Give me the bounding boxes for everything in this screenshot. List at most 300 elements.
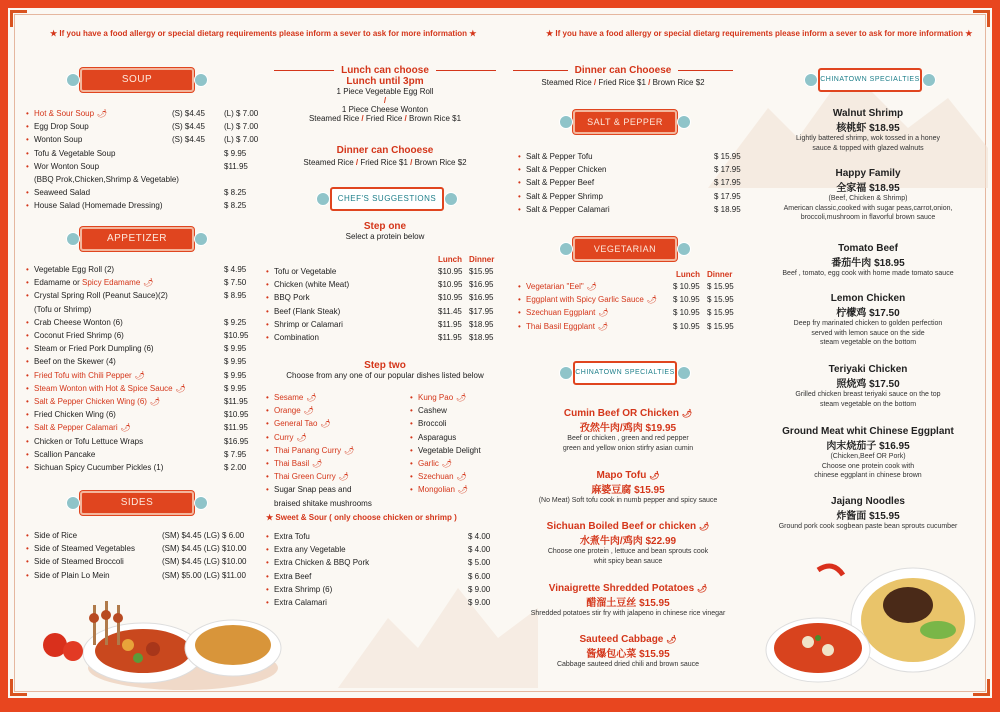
- dish-chinese-name-price: 水煮牛肉/鸡肉 $22.99: [579, 536, 677, 547]
- bullet-icon: •: [26, 383, 29, 393]
- bullet-icon: •: [26, 161, 29, 171]
- specialty-dish: [513, 408, 743, 453]
- item-name-highlight: Spicy Edamame: [82, 278, 141, 288]
- sep: /: [407, 158, 415, 167]
- item-name: Beef on the Skewer (4): [34, 357, 116, 367]
- menu-item: [266, 570, 491, 583]
- item-price: $10.95: [224, 331, 249, 341]
- bullet-icon: •: [410, 472, 413, 482]
- menu-item: [26, 199, 251, 212]
- dish-description: (Chicken,Beef OR Pork): [830, 453, 906, 460]
- bullet-icon: •: [266, 419, 269, 429]
- bullet-icon: •: [26, 201, 29, 211]
- lunch-price: $ 10.95: [673, 321, 700, 331]
- dinner-price: $ 15.95: [707, 282, 734, 291]
- menu-item: [266, 331, 506, 344]
- item-price: $ 9.25: [224, 317, 247, 327]
- item-name: Shrimp or Calamari: [274, 319, 343, 329]
- bullet-icon: •: [266, 280, 269, 290]
- dinner-rice-options: [513, 78, 733, 87]
- chili-icon: 🌶: [312, 459, 323, 469]
- vegetarian-title: VEGETARIAN: [593, 244, 657, 254]
- sep: /: [359, 114, 366, 123]
- bullet-icon: •: [26, 291, 29, 301]
- item-name: Fried Tofu with Chili Pepper: [34, 370, 132, 380]
- item-name: Thai Panang Curry: [274, 445, 342, 455]
- dinner-price: $18.95: [469, 333, 494, 343]
- menu-item: [266, 318, 506, 331]
- dish-description: Cabbage sauteed dried chili and brown sauce: [556, 661, 700, 668]
- bullet-icon: •: [266, 485, 269, 495]
- dinner-price: $ 15.95: [707, 295, 734, 305]
- price-small: (S) $4.45: [172, 135, 205, 145]
- bullet-icon: •: [518, 152, 521, 161]
- bullet-icon: •: [26, 557, 29, 567]
- bullet-icon: •: [26, 370, 29, 380]
- price-large: (L) $ 7.00: [224, 109, 259, 118]
- menu-item: [266, 305, 506, 318]
- item-price: $ 7.95: [224, 449, 247, 459]
- menu-item: [266, 530, 491, 543]
- menu-item: [26, 107, 259, 120]
- item-name: Scallion Pancake: [34, 449, 96, 459]
- item-name: Chicken or Tofu Lettuce Wraps: [34, 436, 144, 446]
- menu-item: [26, 461, 251, 474]
- dish-description: Beef or chicken , green and red pepper: [567, 435, 689, 442]
- ornament-icon: [66, 496, 80, 510]
- dish-description: steam vegetable on the bottom: [819, 400, 917, 408]
- bullet-icon: •: [26, 135, 29, 145]
- ornament-icon: [677, 242, 691, 256]
- menu-item: [410, 404, 510, 417]
- item-price: $ 5.00: [468, 558, 491, 568]
- lunch-option-wonton: 1 Piece Cheese Wonton: [341, 105, 429, 114]
- sep: /: [353, 158, 361, 167]
- bullet-icon: •: [26, 449, 29, 459]
- bullet-icon: •: [266, 393, 269, 402]
- bullet-icon: •: [266, 432, 269, 442]
- bullet-icon: •: [26, 265, 29, 274]
- rice-option: Steamed Rice: [303, 158, 354, 167]
- chili-icon: 🌶: [149, 397, 161, 407]
- ornament-icon: [559, 366, 573, 380]
- item-name: Szechuan: [418, 472, 454, 482]
- rice-option: Brown Rice $2: [414, 158, 467, 167]
- specialties-title: CHINATOWN SPECIALTIES: [820, 76, 920, 83]
- bullet-icon: •: [266, 558, 269, 568]
- dish-name: Happy Family: [835, 168, 901, 179]
- item-price: $ 4.00: [468, 532, 491, 541]
- menu-item: [26, 329, 251, 342]
- lunch-price: $10.95: [438, 280, 463, 290]
- menu-item: [26, 160, 251, 173]
- extras-list: [266, 530, 491, 609]
- item-name: Szechuan Eggplant: [526, 308, 596, 318]
- chili-icon: 🌶: [646, 295, 657, 305]
- bullet-icon: •: [26, 436, 29, 446]
- item-name: Salt & Pepper Beef: [526, 178, 595, 188]
- salt-pepper-header: [573, 110, 677, 134]
- item-price: $10.95: [224, 410, 249, 420]
- menu-item: [26, 369, 251, 382]
- bullet-icon: •: [26, 423, 29, 433]
- item-name: Sesame: [274, 393, 304, 402]
- dinner-price: $16.95: [469, 280, 494, 290]
- item-name: Seaweed Salad: [34, 188, 91, 198]
- lunch-price: $11.95: [438, 319, 462, 329]
- item-name: Side of Steamed Vegetables: [34, 544, 135, 554]
- menu-item: [266, 278, 506, 291]
- item-name: Side of Rice: [34, 531, 78, 540]
- menu-item: [266, 417, 406, 430]
- menu-item: [26, 382, 251, 395]
- dish-description: Beef , tomato, egg cook with home made tomato sauce: [782, 270, 954, 277]
- vegetarian-header: [573, 237, 677, 261]
- item-name: Tofu & Vegetable Soup: [34, 148, 116, 158]
- menu-item: [26, 542, 251, 555]
- menu-item: [266, 596, 491, 609]
- item-name: Extra Chicken & BBQ Pork: [274, 558, 370, 568]
- bullet-icon: •: [26, 570, 29, 580]
- dinner-column-header: Dinner: [707, 270, 733, 279]
- rice-option: Fried Rice $1: [360, 158, 408, 167]
- dish-chinese-name-price: 肉末烧茄子 $16.95: [826, 441, 910, 452]
- price-large: $ 8.25: [224, 188, 247, 198]
- item-price: (SM) $5.00 (LG) $11.00: [162, 570, 246, 580]
- rice-option: Fried Rice $1: [598, 78, 646, 87]
- rice-option: Steamed Rice: [541, 78, 592, 87]
- specialty-dish: [778, 496, 958, 532]
- step-two-title: Step two: [364, 360, 406, 371]
- item-price: (SM) $4.45 (LG) $10.00: [162, 544, 247, 554]
- bullet-icon: •: [26, 278, 29, 288]
- ornament-icon: [194, 73, 208, 87]
- item-name: Steam or Fried Pork Dumpling (6): [34, 344, 154, 354]
- menu-item: [266, 457, 406, 470]
- dish-chinese-name-price: 孜然牛肉/鸡肉 $19.95: [579, 423, 677, 434]
- menu-item: [26, 529, 251, 542]
- dish-description: Grilled chicken breast teriyaki sauce on the top: [795, 391, 941, 398]
- item-price: $ 7.50: [224, 278, 247, 288]
- lunch-column-header: Lunch: [438, 255, 462, 264]
- menu-item: [410, 483, 510, 496]
- chili-icon: 🌶: [97, 109, 108, 118]
- rice-option: Brown Rice $2: [652, 78, 705, 87]
- menu-item: [26, 569, 251, 582]
- item-name: Extra Calamari: [274, 598, 327, 608]
- price-large: $ 8.25: [224, 201, 247, 211]
- menu-item: [26, 408, 251, 421]
- ornament-icon: [66, 73, 80, 87]
- item-name: Wonton Soup: [34, 135, 83, 145]
- item-name: Side of Plain Lo Mein: [34, 570, 110, 580]
- dish-name: Walnut Shrimp: [832, 108, 904, 119]
- dish-name: Tomato Beef: [838, 243, 898, 254]
- chili-icon: 🌶: [681, 409, 693, 418]
- ornament-icon: [677, 366, 691, 380]
- menu-item: [266, 444, 406, 457]
- bullet-icon: •: [410, 432, 413, 442]
- specialty-dish: [778, 108, 958, 153]
- dish-description: Ground pork cook sogbean paste bean sprouts cucumber: [778, 523, 958, 530]
- menu-item: [266, 291, 506, 304]
- corner-ornament: [973, 10, 990, 27]
- item-name: Hot & Sour Soup: [34, 109, 95, 118]
- menu-item: [26, 421, 251, 434]
- dish-chinese-name-price: 柠檬鸡 $17.50: [836, 308, 900, 319]
- step-one-block: [274, 221, 496, 241]
- step-one-subtitle: Select a protein below: [345, 232, 425, 241]
- chefs-title: CHEF'S SUGGESTIONS: [337, 194, 437, 203]
- item-name: Salt & Pepper Tofu: [526, 152, 593, 161]
- item-name: Sugar Snap peas and: [274, 485, 352, 495]
- bullet-icon: •: [26, 544, 29, 554]
- bullet-icon: •: [518, 204, 521, 214]
- chili-icon: 🌶: [649, 471, 660, 480]
- appetizer-section-header: [80, 227, 194, 251]
- dish-name: Mapo Tofu 🌶: [596, 470, 660, 481]
- price-small: (S) $4.45: [172, 109, 205, 118]
- item-name: Thai Green Curry: [274, 472, 336, 482]
- menu-item: [266, 556, 491, 569]
- dish-chinese-name-price: 核桃虾 $18.95: [836, 123, 900, 134]
- soup-title: SOUP: [121, 74, 153, 85]
- item-name: Orange: [274, 406, 301, 416]
- item-name: Eggplant with Spicy Garlic Sauce: [526, 295, 644, 305]
- bullet-icon: •: [518, 295, 521, 305]
- bullet-icon: •: [410, 485, 413, 495]
- chili-icon: 🌶: [586, 282, 597, 291]
- item-price: (SM) $4.45 (LG) $ 6.00: [162, 531, 245, 540]
- item-price: $ 17.95: [714, 165, 741, 175]
- bullet-icon: •: [26, 410, 29, 420]
- dish-name: Teriyaki Chicken: [828, 364, 908, 375]
- lunch-option-egg-roll: 1 Piece Vegetable Egg Roll: [336, 87, 434, 96]
- chili-icon: 🌶: [666, 635, 677, 644]
- item-name: Tofu or Vegetable: [274, 267, 337, 276]
- bullet-icon: •: [410, 406, 413, 416]
- menu-page: [8, 8, 992, 698]
- menu-item: [26, 342, 251, 355]
- bullet-icon: •: [266, 267, 269, 276]
- item-name: (Tofu or Shrimp): [34, 304, 92, 314]
- bullet-icon: •: [266, 472, 269, 482]
- bullet-icon: •: [26, 463, 29, 473]
- menu-item: [410, 431, 510, 444]
- menu-item: [26, 173, 251, 186]
- item-price: $ 9.00: [468, 598, 491, 608]
- dinner-rice-options: [274, 158, 496, 167]
- bullet-icon: •: [518, 308, 521, 318]
- dish-chinese-name-price: 照烧鸡 $17.50: [836, 379, 900, 390]
- item-name: Broccoli: [418, 419, 447, 429]
- lunch-price: $ 10.95: [673, 295, 700, 305]
- ornament-icon: [194, 232, 208, 246]
- dish-description: Choose one protein , lettuce and bean sprouts cook: [547, 548, 709, 555]
- chili-icon: 🌶: [303, 406, 314, 416]
- sides-section-header: [80, 491, 194, 515]
- menu-item: [26, 276, 251, 289]
- noodle-bowl-photo-icon: [763, 560, 983, 690]
- menu-item: [26, 435, 251, 448]
- menu-item: [266, 431, 406, 444]
- item-name: Chicken (white Meat): [274, 280, 350, 290]
- item-name: Sichuan Spicy Cucumber Pickles (1): [34, 463, 164, 473]
- dish-description: sauce & topped with glazed walnuts: [812, 144, 924, 152]
- item-price: $16.95: [224, 436, 249, 446]
- menu-item: [266, 265, 506, 278]
- bullet-icon: •: [518, 282, 521, 291]
- chili-icon: 🌶: [344, 445, 355, 455]
- chili-icon: 🌶: [175, 383, 186, 393]
- sides-title: SIDES: [120, 497, 154, 508]
- bullet-icon: •: [266, 598, 269, 608]
- bullet-icon: •: [26, 317, 29, 327]
- sep: /: [591, 78, 599, 87]
- rice-option: Steamed Rice: [308, 114, 360, 123]
- dish-name: Ground Meat whit Chinese Eggplant: [782, 426, 954, 437]
- dish-description: Shredded potatoes stir fry with jalapeno in chinese rice vinegar: [530, 610, 726, 617]
- sides-list: [26, 529, 251, 582]
- lunch-price: $ 10.95: [673, 308, 700, 318]
- item-name: Fried Chicken Wing (6): [34, 410, 116, 420]
- menu-item: [518, 203, 743, 216]
- dish-description: served with lemon sauce on the side: [811, 329, 925, 337]
- menu-item: [410, 470, 510, 483]
- chili-icon: 🌶: [296, 432, 307, 442]
- menu-item: [518, 150, 743, 163]
- bullet-icon: •: [26, 188, 29, 198]
- item-name: Salt & Pepper Calamari: [34, 423, 118, 433]
- item-price: $ 8.95: [224, 291, 247, 301]
- dish-description: Choose one protein cook with: [821, 462, 915, 470]
- dinner-price: $ 15.95: [707, 321, 734, 331]
- dish-chinese-name-price: 全家福 $18.95: [836, 183, 900, 194]
- dish-description: whit spicy bean sauce: [593, 557, 663, 565]
- dish-description: (Beef, Chicken & Shrimp): [828, 195, 908, 202]
- bullet-icon: •: [410, 459, 413, 469]
- dinner-title: Dinner can Chooese: [574, 65, 672, 76]
- specialty-dish: [778, 168, 958, 223]
- menu-item: [518, 306, 743, 319]
- ornament-icon: [559, 242, 573, 256]
- item-name: Salt & Pepper Chicken Wing (6): [34, 397, 147, 407]
- step-one-title: Step one: [363, 221, 407, 232]
- item-name: Asparagus: [418, 432, 457, 442]
- item-name: Wor Wonton Soup: [34, 161, 100, 171]
- item-price: $ 9.00: [468, 584, 491, 594]
- dish-description: Lightly battered shrimp, wok tossed in a honey: [796, 135, 940, 142]
- chili-icon: 🌶: [457, 485, 469, 495]
- lunch-price: $10.95: [438, 293, 463, 303]
- allergy-notice-right: ★ If you have a food allergy or special dietarg requirements please inform a sever to ask for more information ★: [546, 29, 973, 38]
- item-name: Vegetable Delight: [418, 445, 481, 455]
- item-price: $11.95: [224, 397, 248, 407]
- dish-description: broccoli,mushroom in flavorful brown sauce: [800, 214, 936, 221]
- soup-list: [26, 107, 259, 213]
- bullet-icon: •: [26, 109, 29, 118]
- step-two-block: [274, 360, 496, 380]
- menu-item: [26, 555, 251, 568]
- item-name: Beef (Flank Steak): [274, 306, 341, 316]
- menu-item: [26, 263, 251, 276]
- dinner-price: $15.95: [469, 267, 494, 276]
- chinatown-specialties-header-mid: [573, 361, 677, 385]
- menu-item: [410, 444, 510, 457]
- sweet-sour-note: ★ Sweet & Sour ( only choose chicken or shrimp ): [266, 513, 457, 522]
- lunch-hours: Lunch until 3pm: [346, 76, 424, 87]
- item-price: $ 2.00: [224, 463, 247, 473]
- menu-item: [26, 316, 251, 329]
- price-large: $ 9.95: [224, 148, 247, 158]
- protein-list: [266, 265, 506, 344]
- dish-name: Vinaigrette Shredded Potatoes 🌶: [548, 583, 708, 594]
- dish-name: Sichuan Boiled Beef or chicken 🌶: [546, 521, 710, 532]
- appetizer-list: [26, 263, 251, 474]
- ornament-icon: [316, 192, 330, 206]
- vegetarian-list: [518, 280, 743, 333]
- menu-item: [26, 147, 251, 160]
- dish-description: Deep fry marinated chicken to golden perfection: [793, 320, 943, 327]
- menu-item: [410, 391, 510, 404]
- dinner-block-right: [513, 65, 733, 87]
- item-price: $ 9.95: [224, 370, 247, 380]
- item-name: Mongolian: [418, 485, 455, 495]
- specialty-dish: [513, 521, 743, 566]
- dish-description: chinese eggplant in chinese brown: [814, 472, 922, 479]
- chinatown-specialties-header-right: [818, 68, 922, 92]
- item-name: Garlic: [418, 459, 439, 469]
- dish-chinese-name-price: 醋溜土豆丝 $15.95: [586, 598, 670, 609]
- item-name: Steam Wonton with Hot & Spice Sauce: [34, 383, 173, 393]
- specialty-dish: [778, 243, 958, 279]
- item-price: $ 17.95: [714, 178, 741, 188]
- dish-chinese-name-price: 番茄牛肉 $18.95: [831, 258, 905, 269]
- chili-icon: 🌶: [699, 522, 710, 531]
- lunch-price: $11.45: [438, 306, 462, 316]
- chili-icon: 🌶: [134, 370, 145, 380]
- bullet-icon: •: [26, 344, 29, 354]
- rice-option: Fried Rice: [365, 114, 403, 123]
- bullet-icon: •: [266, 445, 269, 455]
- specialty-dish: [513, 470, 743, 506]
- bullet-icon: •: [266, 459, 269, 469]
- chili-icon: 🌶: [120, 423, 131, 433]
- bullet-icon: •: [26, 148, 29, 158]
- lunch-price: $ 10.95: [673, 282, 700, 291]
- dish-name: Cumin Beef OR Chicken 🌶: [563, 408, 693, 419]
- bullet-icon: •: [266, 333, 269, 343]
- dish-chinese-name-price: 麻婆豆腐 $15.95: [591, 485, 665, 496]
- dish-description: (No Meat) Soft tofu cook in numb pepper and spicy sauce: [538, 497, 718, 504]
- bullet-icon: •: [518, 178, 521, 188]
- lunch-price: $11.95: [438, 333, 462, 343]
- item-price: $ 15.95: [714, 152, 741, 161]
- item-name: Crab Cheese Wonton (6): [34, 317, 123, 327]
- sep: /: [402, 114, 409, 123]
- chili-icon: 🌶: [597, 321, 609, 331]
- chili-icon: 🌶: [143, 278, 154, 288]
- menu-item: [266, 543, 491, 556]
- menu-item: [26, 448, 251, 461]
- item-name: Coconut Fried Shrimp (6): [34, 331, 124, 341]
- menu-item: [26, 289, 251, 302]
- lunch-title: Lunch can choose: [341, 65, 429, 76]
- item-price: $11.95: [224, 423, 248, 433]
- chili-icon: 🌶: [338, 472, 349, 482]
- price-large: $11.95: [224, 161, 248, 171]
- dinner-title: Dinner can Chooese: [336, 145, 434, 156]
